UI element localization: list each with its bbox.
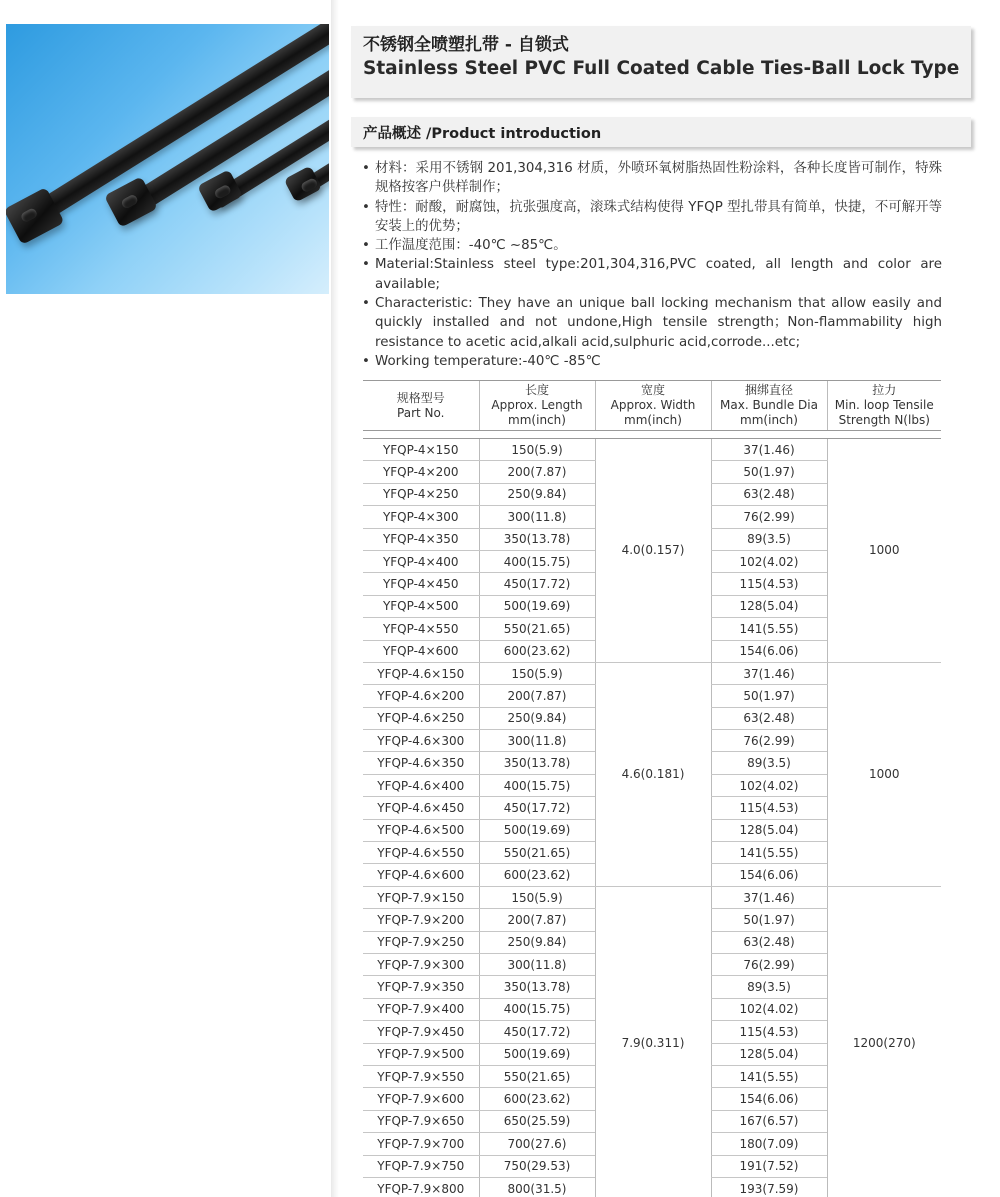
description-item: • 特性：耐酸，耐腐蚀，抗张强度高，滚珠式结构使得 YFQP 型扎带具有简单，快捷，不可解开等安装上的优势； <box>362 198 942 237</box>
bundle-dia-cell: 191(7.52) <box>711 1155 827 1177</box>
length-cell: 350(13.78) <box>479 976 595 998</box>
length-cell: 450(17.72) <box>479 1021 595 1043</box>
length-cell: 500(19.69) <box>479 1043 595 1065</box>
part-no-cell: YFQP-4×450 <box>363 573 479 595</box>
bundle-dia-cell: 154(6.06) <box>711 640 827 662</box>
bundle-dia-cell: 76(2.99) <box>711 953 827 975</box>
part-no-cell: YFQP-4.6×150 <box>363 662 479 684</box>
length-cell: 150(5.9) <box>479 886 595 908</box>
part-no-cell: YFQP-4×500 <box>363 595 479 617</box>
bundle-dia-cell: 37(1.46) <box>711 662 827 684</box>
part-no-cell: YFQP-4×250 <box>363 483 479 505</box>
description-item: • Working temperature:-40℃ -85℃ <box>362 352 942 371</box>
bundle-dia-cell: 115(4.53) <box>711 573 827 595</box>
part-no-cell: YFQP-7.9×800 <box>363 1177 479 1197</box>
part-no-cell: YFQP-7.9×350 <box>363 976 479 998</box>
length-cell: 450(17.72) <box>479 573 595 595</box>
tensile-strength-cell: 1000 <box>827 439 941 663</box>
bundle-dia-cell: 193(7.59) <box>711 1177 827 1197</box>
bundle-dia-cell: 154(6.06) <box>711 1088 827 1110</box>
header-part-no: 规格型号 Part No. <box>363 381 479 431</box>
description-item: • Material:Stainless steel type:201,304,316,PVC coated, all length and color are available; <box>362 255 942 294</box>
length-cell: 450(17.72) <box>479 797 595 819</box>
part-no-cell: YFQP-4.6×600 <box>363 864 479 886</box>
length-cell: 700(27.6) <box>479 1133 595 1155</box>
description-item: • 工作温度范围：-40℃ ~85℃。 <box>362 236 942 255</box>
length-cell: 200(7.87) <box>479 909 595 931</box>
length-cell: 250(9.84) <box>479 931 595 953</box>
length-cell: 500(19.69) <box>479 595 595 617</box>
bundle-dia-cell: 115(4.53) <box>711 1021 827 1043</box>
bundle-dia-cell: 167(6.57) <box>711 1110 827 1132</box>
bundle-dia-cell: 154(6.06) <box>711 864 827 886</box>
part-no-cell: YFQP-4×300 <box>363 506 479 528</box>
bundle-dia-cell: 63(2.48) <box>711 931 827 953</box>
bundle-dia-cell: 50(1.97) <box>711 685 827 707</box>
length-cell: 150(5.9) <box>479 439 595 461</box>
tensile-strength-cell: 1000 <box>827 662 941 886</box>
title-chinese: 不锈钢全喷塑扎带 - 自锁式 <box>363 35 569 55</box>
length-cell: 650(25.59) <box>479 1110 595 1132</box>
part-no-cell: YFQP-7.9×400 <box>363 998 479 1020</box>
bundle-dia-cell: 76(2.99) <box>711 730 827 752</box>
header-bundle-dia: 捆绑直径 Max. Bundle Dia mm(inch) <box>711 381 827 431</box>
length-cell: 250(9.84) <box>479 707 595 729</box>
bundle-dia-cell: 63(2.48) <box>711 707 827 729</box>
width-cell: 4.0(0.157) <box>595 439 711 663</box>
bullet-icon: • <box>362 199 370 215</box>
bundle-dia-cell: 50(1.97) <box>711 909 827 931</box>
bundle-dia-cell: 128(5.04) <box>711 1043 827 1065</box>
description-item: • 材料：采用不锈钢 201,304,316 材质，外喷环氧树脂热固性粉涂料，各种长度皆可制作，特殊规格按客户供样制作； <box>362 159 942 198</box>
title-english: Stainless Steel PVC Full Coated Cable Ties-Ball Lock Type <box>363 58 960 79</box>
length-cell: 400(15.75) <box>479 998 595 1020</box>
length-cell: 300(11.8) <box>479 730 595 752</box>
header-gap <box>363 431 941 439</box>
bundle-dia-cell: 180(7.09) <box>711 1133 827 1155</box>
length-cell: 300(11.8) <box>479 953 595 975</box>
bullet-icon: • <box>362 238 370 254</box>
length-cell: 600(23.62) <box>479 864 595 886</box>
part-no-cell: YFQP-7.9×500 <box>363 1043 479 1065</box>
bullet-icon: • <box>362 257 370 273</box>
bundle-dia-cell: 141(5.55) <box>711 618 827 640</box>
part-no-cell: YFQP-4×600 <box>363 640 479 662</box>
bundle-dia-cell: 141(5.55) <box>711 1065 827 1087</box>
table-header-row <box>363 381 941 431</box>
length-cell: 500(19.69) <box>479 819 595 841</box>
length-cell: 750(29.53) <box>479 1155 595 1177</box>
bullet-icon: • <box>362 296 370 312</box>
bundle-dia-cell: 89(3.5) <box>711 752 827 774</box>
width-cell: 4.6(0.181) <box>595 662 711 886</box>
bundle-dia-cell: 37(1.46) <box>711 886 827 908</box>
description-item: • Characteristic: They have an unique ball locking mechanism that allow easily and quickly installed and not undone,High tensile strength；Non-flammability high resistance to acetic acid,alkali acid,sulphuric acid,corrode...etc; <box>362 294 942 352</box>
bundle-dia-cell: 128(5.04) <box>711 819 827 841</box>
table-row <box>363 886 941 908</box>
header-length: 长度 Approx. Length mm(inch) <box>479 381 595 431</box>
length-cell: 550(21.65) <box>479 618 595 640</box>
part-no-cell: YFQP-7.9×550 <box>363 1065 479 1087</box>
part-no-cell: YFQP-4.6×400 <box>363 774 479 796</box>
part-no-cell: YFQP-4×400 <box>363 550 479 572</box>
part-no-cell: YFQP-4.6×550 <box>363 842 479 864</box>
part-no-cell: YFQP-7.9×450 <box>363 1021 479 1043</box>
title-box <box>351 26 971 98</box>
length-cell: 600(23.62) <box>479 640 595 662</box>
part-no-cell: YFQP-4.6×450 <box>363 797 479 819</box>
part-no-cell: YFQP-7.9×600 <box>363 1088 479 1110</box>
product-description <box>362 159 942 371</box>
column-divider <box>331 0 339 1197</box>
part-no-cell: YFQP-4×550 <box>363 618 479 640</box>
length-cell: 400(15.75) <box>479 774 595 796</box>
part-no-cell: YFQP-7.9×150 <box>363 886 479 908</box>
length-cell: 300(11.8) <box>479 506 595 528</box>
bundle-dia-cell: 63(2.48) <box>711 483 827 505</box>
header-width: 宽度 Approx. Width mm(inch) <box>595 381 711 431</box>
table-body <box>363 431 941 1197</box>
part-no-cell: YFQP-7.9×200 <box>363 909 479 931</box>
length-cell: 350(13.78) <box>479 528 595 550</box>
bundle-dia-cell: 128(5.04) <box>711 595 827 617</box>
part-no-cell: YFQP-7.9×250 <box>363 931 479 953</box>
part-no-cell: YFQP-7.9×650 <box>363 1110 479 1132</box>
length-cell: 550(21.65) <box>479 842 595 864</box>
part-no-cell: YFQP-4.6×250 <box>363 707 479 729</box>
part-no-cell: YFQP-4×200 <box>363 461 479 483</box>
bundle-dia-cell: 115(4.53) <box>711 797 827 819</box>
part-no-cell: YFQP-4×150 <box>363 439 479 461</box>
width-cell: 7.9(0.311) <box>595 886 711 1197</box>
length-cell: 250(9.84) <box>479 483 595 505</box>
length-cell: 550(21.65) <box>479 1065 595 1087</box>
length-cell: 800(31.5) <box>479 1177 595 1197</box>
tensile-strength-cell: 1200(270) <box>827 886 941 1197</box>
section-heading: 产品概述 /Product introduction <box>351 117 971 147</box>
table-row <box>363 439 941 461</box>
part-no-cell: YFQP-7.9×300 <box>363 953 479 975</box>
table-row <box>363 662 941 684</box>
part-no-cell: YFQP-4.6×200 <box>363 685 479 707</box>
bundle-dia-cell: 89(3.5) <box>711 528 827 550</box>
bullet-icon: • <box>362 353 370 369</box>
bundle-dia-cell: 89(3.5) <box>711 976 827 998</box>
product-photo <box>6 24 329 294</box>
bundle-dia-cell: 102(4.02) <box>711 998 827 1020</box>
bundle-dia-cell: 76(2.99) <box>711 506 827 528</box>
bundle-dia-cell: 102(4.02) <box>711 774 827 796</box>
bundle-dia-cell: 37(1.46) <box>711 439 827 461</box>
header-tensile-strength: 拉力 Min. loop Tensile Strength N(lbs) <box>827 381 941 431</box>
length-cell: 200(7.87) <box>479 461 595 483</box>
bundle-dia-cell: 141(5.55) <box>711 842 827 864</box>
bundle-dia-cell: 102(4.02) <box>711 550 827 572</box>
part-no-cell: YFQP-7.9×700 <box>363 1133 479 1155</box>
length-cell: 200(7.87) <box>479 685 595 707</box>
part-no-cell: YFQP-7.9×750 <box>363 1155 479 1177</box>
length-cell: 600(23.62) <box>479 1088 595 1110</box>
bullet-icon: • <box>362 161 370 176</box>
length-cell: 350(13.78) <box>479 752 595 774</box>
part-no-cell: YFQP-4.6×350 <box>363 752 479 774</box>
part-no-cell: YFQP-4.6×500 <box>363 819 479 841</box>
length-cell: 400(15.75) <box>479 550 595 572</box>
part-no-cell: YFQP-4×350 <box>363 528 479 550</box>
length-cell: 150(5.9) <box>479 662 595 684</box>
part-no-cell: YFQP-4.6×300 <box>363 730 479 752</box>
bundle-dia-cell: 50(1.97) <box>711 461 827 483</box>
spec-table <box>363 380 941 1197</box>
